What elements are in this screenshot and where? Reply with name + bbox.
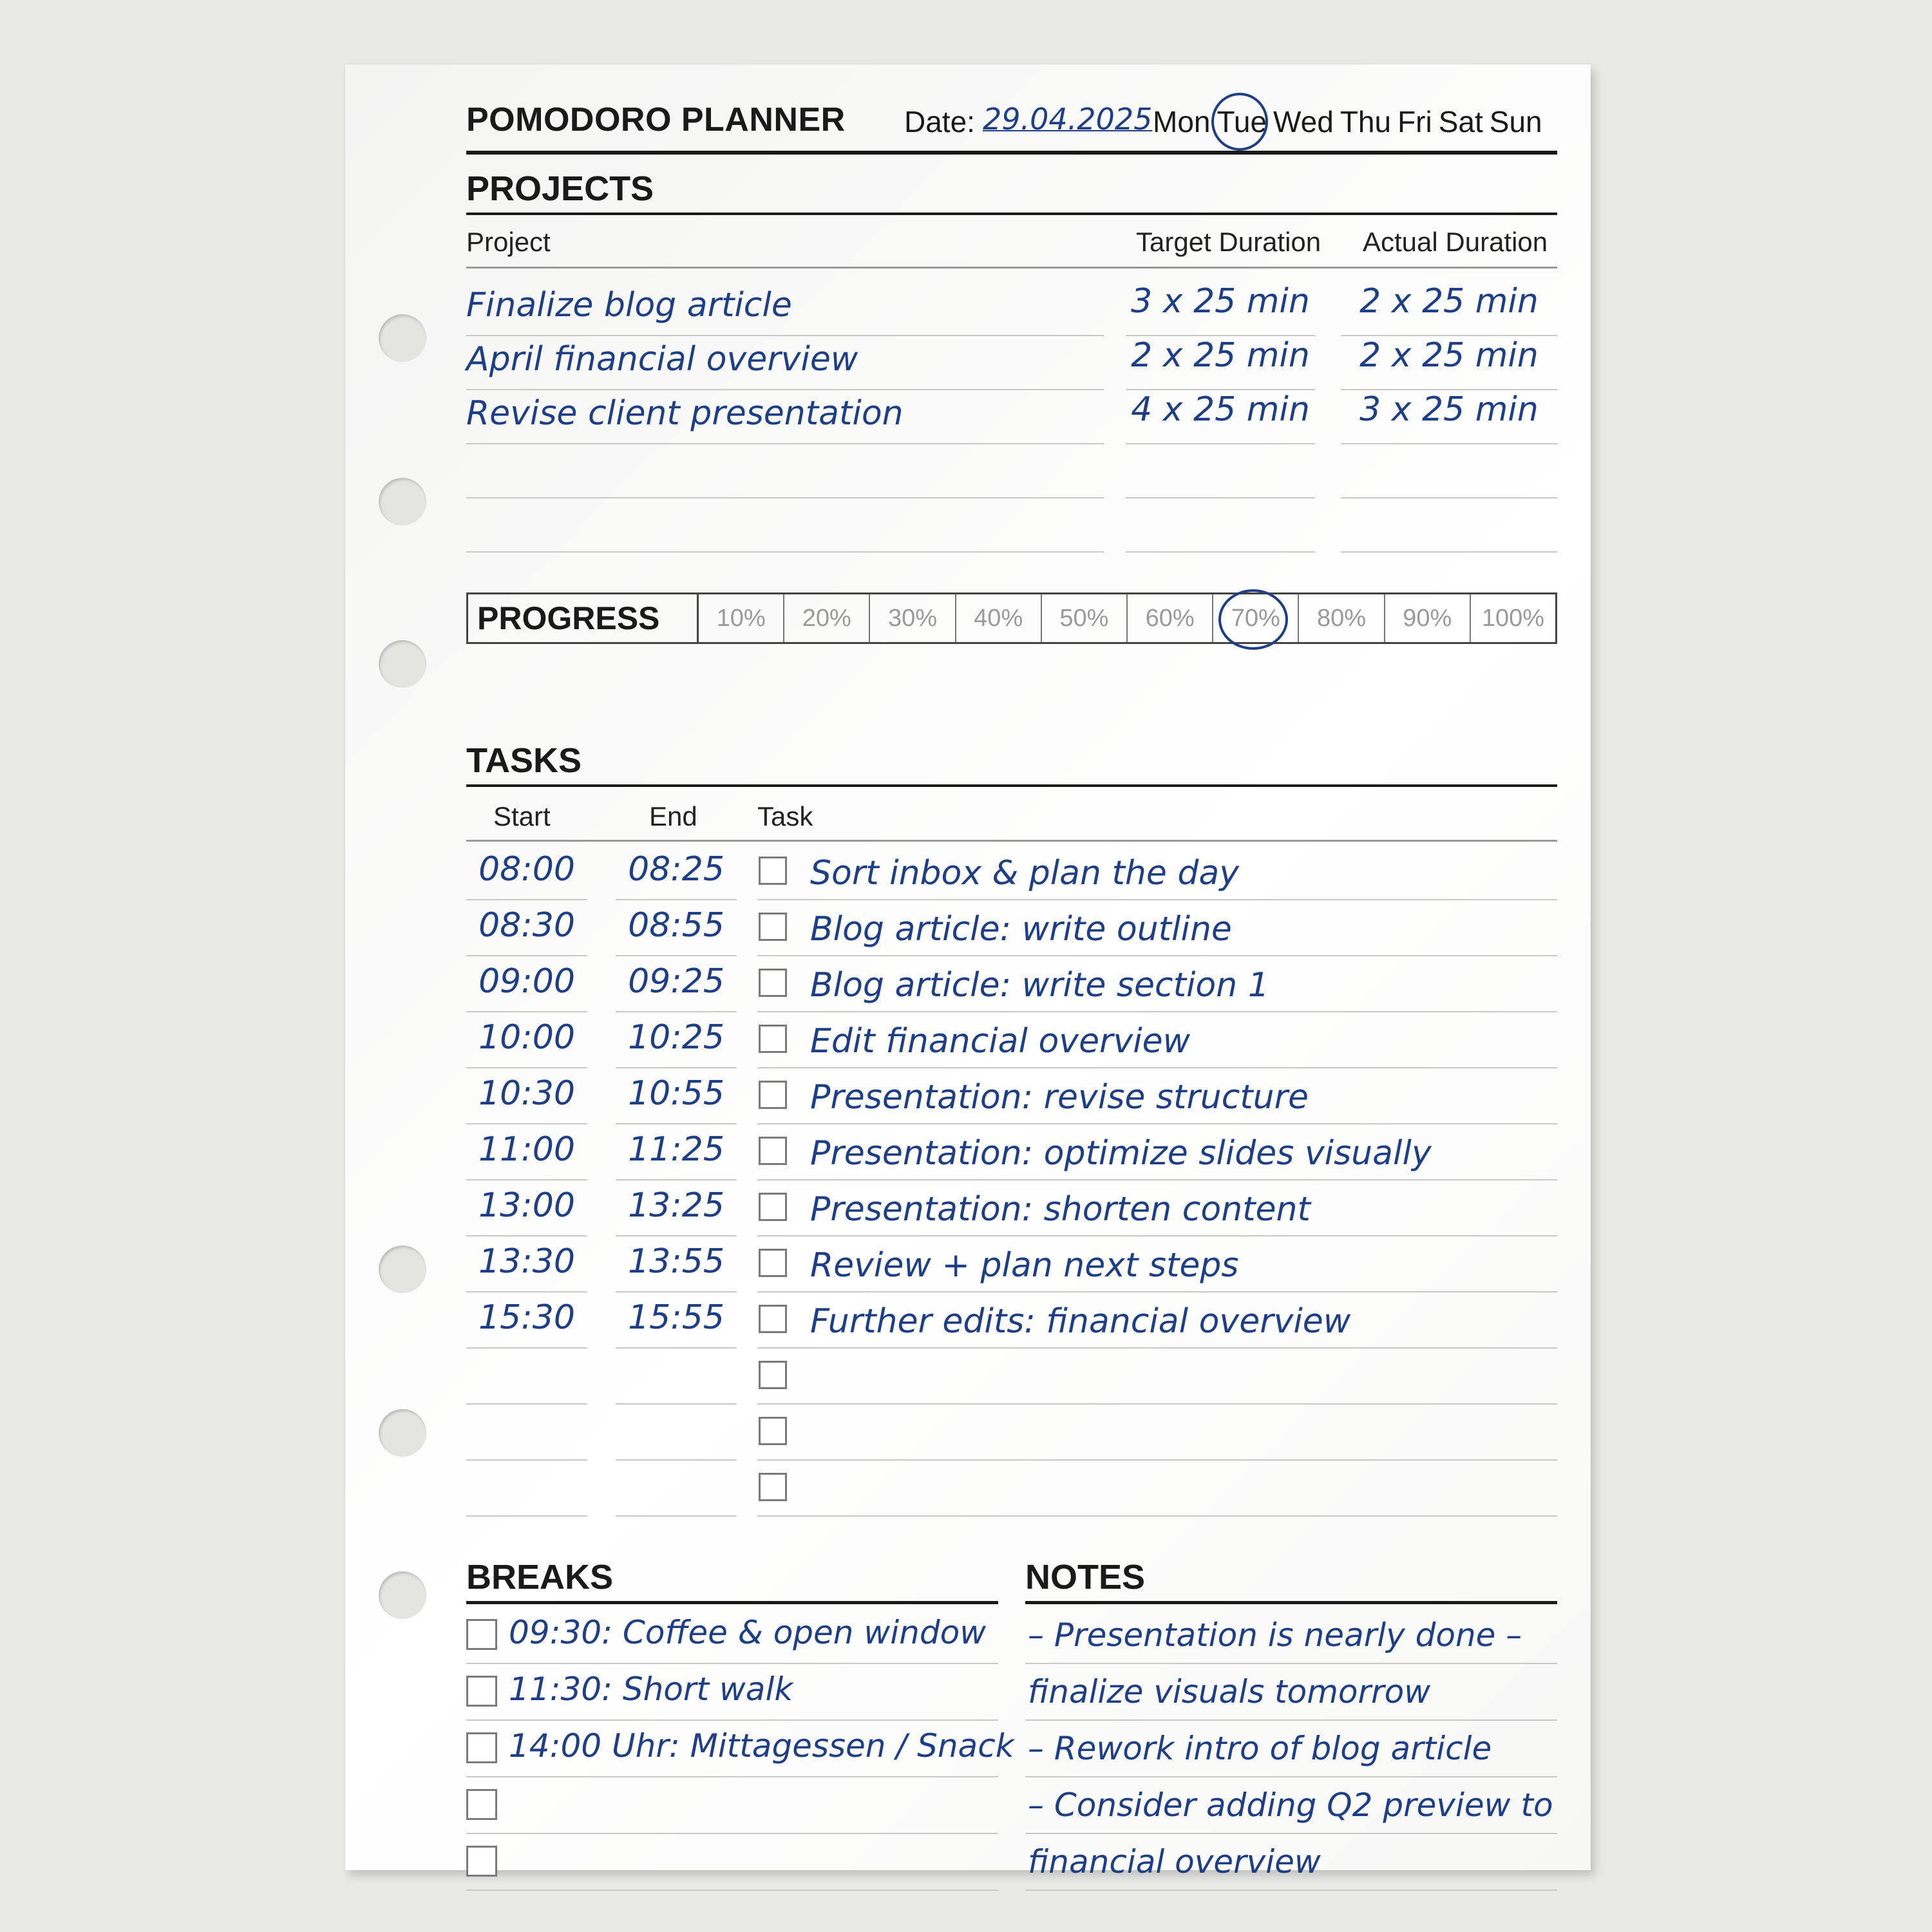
task-text[interactable]: Blog article: write section 1 [810,966,1269,1005]
progress-step[interactable] [1471,594,1555,642]
weekday-thu[interactable]: Thu [1340,105,1392,138]
task-text[interactable]: Presentation: revise structure [810,1078,1309,1117]
task-row-rule [757,1011,1557,1012]
task-row-rule [616,1291,737,1293]
header-divider [466,151,1557,155]
break-checkbox[interactable] [466,1789,497,1820]
progress-step-label: 20% [802,604,851,632]
note-row-rule [1025,1663,1557,1664]
task-row-rule [466,1011,587,1012]
task-row-rule [757,955,1557,956]
break-checkbox[interactable] [466,1676,497,1707]
breaks-divider [466,1601,998,1604]
weekday-tue[interactable]: Tue [1217,104,1267,139]
task-row-rule [616,899,737,900]
task-row-rule [466,1403,587,1405]
date-value[interactable]: 29.04.2025 [983,102,1153,137]
note-row-rule [1025,1719,1557,1721]
task-checkbox[interactable] [759,1417,787,1445]
break-item[interactable]: 14:00 Uhr: Mittagessen / Snack [509,1727,1014,1765]
project-row-rule [1341,497,1557,498]
task-end[interactable]: 13:25 [628,1186,724,1225]
task-text[interactable]: Blog article: write outline [810,910,1232,949]
project-name[interactable]: April financial overview [466,340,858,379]
task-row-rule [757,1459,1557,1461]
progress-step[interactable] [956,594,1042,642]
task-row-rule [616,1347,737,1349]
project-name[interactable]: Finalize blog article [466,286,792,325]
break-checkbox[interactable] [466,1846,497,1877]
task-row-rule [757,1067,1557,1068]
break-row-rule [466,1833,998,1834]
project-row-rule [1341,443,1557,444]
task-row-rule [466,1291,587,1293]
task-start[interactable]: 13:00 [478,1186,575,1225]
task-start[interactable]: 09:00 [478,962,575,1001]
task-row-rule [466,1347,587,1349]
task-row-rule [616,1179,737,1180]
task-row-rule [616,1515,737,1517]
task-row-rule [757,1515,1557,1517]
break-row-rule [466,1719,998,1721]
task-end[interactable]: 08:55 [628,906,724,945]
project-row-rule [466,389,1104,390]
weekday-wed[interactable]: Wed [1273,105,1334,138]
projects-header-rule [466,267,1557,269]
progress-step-label: 100% [1481,604,1545,632]
page-title: POMODORO PLANNER [466,101,846,138]
task-checkbox[interactable] [759,1137,787,1165]
weekday-mon[interactable]: Mon [1153,105,1211,138]
progress-bar [466,592,1557,644]
task-end[interactable]: 09:25 [628,962,724,1001]
task-end[interactable]: 15:55 [628,1298,724,1337]
task-row-rule [466,955,587,956]
col-start: Start [493,801,551,831]
progress-step-label: 30% [887,604,938,632]
task-checkbox[interactable] [759,1193,787,1221]
progress-step[interactable] [1385,594,1471,642]
progress-step[interactable] [784,594,870,642]
project-target-duration[interactable]: 3 x 25 min [1131,282,1310,321]
task-text[interactable]: Sort inbox & plan the day [810,854,1240,893]
break-item[interactable]: 11:30: Short walk [509,1671,793,1708]
project-actual-duration[interactable]: 2 x 25 min [1359,282,1539,321]
progress-step[interactable] [1128,594,1213,642]
progress-label: PROGRESS [468,594,699,642]
note-row-rule [1025,1776,1557,1777]
task-row-rule [757,899,1557,900]
task-row-rule [466,1067,587,1068]
progress-step[interactable] [699,594,784,642]
break-row-rule [466,1776,998,1777]
task-text[interactable]: Presentation: shorten content [810,1190,1311,1229]
progress-step-label: 90% [1403,604,1452,632]
task-end[interactable]: 11:25 [628,1130,724,1169]
project-row-rule [466,335,1104,336]
project-actual-duration[interactable]: 2 x 25 min [1359,336,1539,375]
project-row-rule [466,551,1104,553]
task-text[interactable]: Edit financial overview [810,1022,1191,1061]
task-row-rule [757,1347,1557,1349]
task-checkbox[interactable] [759,1305,787,1333]
task-row-rule [757,1235,1557,1236]
task-row-rule [616,1403,737,1405]
task-row-rule [466,1123,587,1124]
task-row-rule [616,1459,737,1461]
project-row-rule [1341,551,1557,553]
project-row-rule [1126,443,1315,444]
progress-step-label: 70% [1231,604,1280,632]
progress-step[interactable] [1213,594,1299,642]
col-actual-duration: Actual Duration [1363,227,1548,257]
punch-hole [379,1409,426,1457]
planner-page [345,64,1591,1880]
task-start[interactable]: 10:30 [478,1074,575,1113]
note-row-rule [1025,1889,1557,1891]
project-row-rule [466,497,1104,498]
task-text[interactable]: Further edits: financial overview [810,1302,1351,1341]
task-row-rule [757,1291,1557,1293]
project-target-duration[interactable]: 4 x 25 min [1131,390,1310,429]
note-line[interactable]: – Presentation is nearly done – [1028,1616,1522,1654]
weekday-sat[interactable]: Sat [1438,105,1483,138]
task-checkbox[interactable] [759,1025,787,1053]
notes-divider [1025,1601,1557,1604]
punch-hole [379,640,426,688]
progress-step[interactable] [870,594,956,642]
note-line[interactable]: – Consider adding Q2 preview to [1028,1786,1553,1824]
tasks-divider [466,784,1557,787]
tasks-header-rule [466,840,1557,842]
col-project: Project [466,227,551,257]
punch-hole [379,478,426,526]
note-row-rule [1025,1833,1557,1834]
project-actual-duration[interactable]: 3 x 25 min [1359,390,1539,429]
task-checkbox[interactable] [759,913,787,941]
task-checkbox[interactable] [759,857,787,885]
break-checkbox[interactable] [466,1732,497,1763]
task-checkbox[interactable] [759,969,787,997]
note-line[interactable]: financial overview [1028,1843,1321,1880]
task-row-rule [466,1235,587,1236]
task-row-rule [616,1011,737,1012]
projects-divider [466,213,1557,215]
task-row-rule [757,1179,1557,1180]
task-start[interactable]: 15:30 [478,1298,575,1337]
break-row-rule [466,1663,998,1664]
task-row-rule [466,899,587,900]
projects-heading: PROJECTS [466,169,654,208]
project-row-rule [1126,551,1315,553]
task-row-rule [616,1123,737,1124]
breaks-heading: BREAKS [466,1558,614,1596]
task-end[interactable]: 10:25 [628,1018,724,1057]
punch-hole [379,314,426,362]
progress-step-label: 40% [974,604,1023,632]
progress-step-label: 60% [1145,604,1195,632]
task-end[interactable]: 13:55 [628,1242,724,1281]
notes-heading: NOTES [1025,1558,1146,1596]
col-task: Task [757,801,813,831]
date-label: Date: [904,105,975,138]
progress-step-label: 10% [716,604,766,632]
task-start[interactable]: 10:00 [478,1018,575,1057]
task-checkbox[interactable] [759,1361,787,1389]
break-checkbox[interactable] [466,1619,497,1650]
task-checkbox[interactable] [759,1249,787,1277]
weekday-selected-circle [1211,93,1268,151]
note-line[interactable]: – Rework intro of blog article [1028,1730,1492,1767]
progress-selected-circle [1218,589,1288,650]
project-row-rule [1126,497,1315,498]
project-row-rule [466,443,1104,444]
progress-step-label: 50% [1059,604,1109,632]
progress-step[interactable] [1299,594,1385,642]
project-target-duration[interactable]: 2 x 25 min [1131,336,1310,375]
note-line[interactable]: finalize visuals tomorrow [1028,1673,1431,1710]
project-name[interactable]: Revise client presentation [466,394,904,433]
task-start[interactable]: 11:00 [478,1130,575,1169]
task-checkbox[interactable] [759,1473,787,1501]
task-start[interactable]: 13:30 [478,1242,575,1281]
task-row-rule [616,1235,737,1236]
weekday-list [1153,104,1542,139]
col-end: End [649,801,697,831]
weekday-fri[interactable]: Fri [1397,105,1432,138]
progress-step[interactable] [1042,594,1128,642]
task-end[interactable]: 10:55 [628,1074,724,1113]
progress-step-label: 80% [1316,604,1367,632]
task-text[interactable]: Review + plan next steps [810,1246,1239,1285]
break-row-rule [466,1889,998,1891]
task-checkbox[interactable] [759,1081,787,1109]
task-row-rule [757,1403,1557,1405]
weekday-sun[interactable]: Sun [1489,105,1542,138]
col-target-duration: Target Duration [1136,227,1321,257]
task-text[interactable]: Presentation: optimize slides visually [810,1134,1432,1173]
task-row-rule [466,1179,587,1180]
break-item[interactable]: 09:30: Coffee & open window [509,1614,987,1651]
task-row-rule [466,1515,587,1517]
task-end[interactable]: 08:25 [628,850,724,889]
task-row-rule [466,1459,587,1461]
punch-hole [379,1571,426,1619]
task-row-rule [616,955,737,956]
tasks-heading: TASKS [466,741,582,780]
task-row-rule [616,1067,737,1068]
punch-hole [379,1245,426,1293]
task-start[interactable]: 08:30 [478,906,575,945]
task-row-rule [757,1123,1557,1124]
task-start[interactable]: 08:00 [478,850,575,889]
